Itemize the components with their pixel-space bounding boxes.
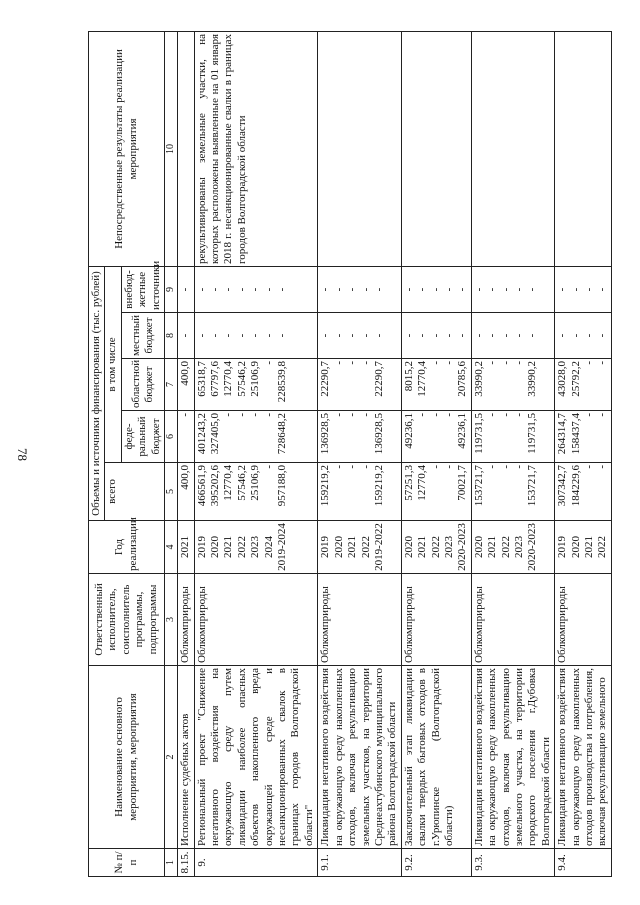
- table-row: [401, 31, 471, 876]
- regional-value: -: [512, 361, 525, 365]
- local-value: -: [526, 333, 539, 338]
- regional-value: 228539,8: [276, 361, 289, 403]
- row-number: 9.2.: [401, 849, 471, 877]
- total-value: 57251,3: [402, 465, 415, 501]
- federal-cell: [178, 411, 194, 463]
- header-name: Наименование основного мероприятия, мероприятия: [89, 666, 165, 849]
- regional-value: -: [442, 361, 455, 365]
- regional-value: 33990,2: [472, 361, 485, 397]
- extra-value: -: [332, 287, 345, 292]
- local-value: -: [429, 333, 442, 338]
- local-value: -: [442, 333, 455, 338]
- local-value: -: [359, 333, 372, 338]
- years-value: 2020: [472, 536, 485, 558]
- federal-value: 119731,5: [526, 413, 539, 454]
- extra-value: -: [442, 287, 455, 292]
- years-cell: [178, 521, 194, 574]
- regional-cell: [318, 359, 401, 411]
- regional-value: 22290,7: [372, 361, 385, 397]
- table-row: [471, 31, 554, 876]
- regional-cell: [194, 359, 318, 411]
- local-cell: [401, 313, 471, 359]
- regional-value: -: [583, 361, 595, 365]
- total-value: 12770,4: [222, 465, 235, 501]
- years-value: 2024: [262, 536, 275, 558]
- years-value: 2022: [429, 536, 442, 558]
- extra-value: -: [249, 287, 262, 292]
- federal-value: -: [416, 413, 429, 417]
- total-value: 957188,0: [276, 465, 289, 507]
- row-number: 9.1.: [318, 849, 401, 877]
- local-value: -: [179, 333, 192, 338]
- federal-value: -: [583, 413, 595, 417]
- total-value: 153721,7: [526, 465, 539, 507]
- extra-value: -: [512, 287, 525, 292]
- row-number: 9.4.: [555, 849, 612, 877]
- federal-value: 119731,5: [472, 413, 485, 454]
- rotated-table-page: [88, 32, 640, 877]
- result-text: [471, 31, 554, 266]
- row-number: 9.3.: [471, 849, 554, 877]
- total-value: -: [346, 465, 359, 469]
- extra-cell: [194, 266, 318, 312]
- regional-value: 22290,7: [319, 361, 332, 397]
- responsible-executor: Облкомприроды: [555, 574, 612, 666]
- total-value: 400,0: [179, 465, 192, 490]
- regional-value: -: [332, 361, 345, 365]
- extra-value: -: [359, 287, 372, 292]
- extra-value: -: [195, 287, 208, 292]
- federal-value: 728648,2: [276, 413, 289, 455]
- local-value: -: [556, 333, 569, 338]
- responsible-executor: Облкомприроды: [401, 574, 471, 666]
- federal-value: -: [442, 413, 455, 417]
- years-value: 2021: [486, 536, 499, 558]
- years-value: 2019: [319, 536, 332, 558]
- years-cell: [471, 521, 554, 574]
- years-value: 2022: [359, 536, 372, 558]
- extra-value: -: [583, 287, 595, 292]
- extra-value: -: [346, 287, 359, 292]
- regional-value: 400,0: [179, 361, 192, 386]
- regional-value: 65318,7: [195, 361, 208, 397]
- col-number: 8: [165, 313, 178, 359]
- extra-value: -: [209, 287, 222, 292]
- total-value: 153721,7: [472, 465, 485, 507]
- local-cell: [555, 313, 612, 359]
- local-value: -: [472, 333, 485, 338]
- header-num: № п/п: [89, 849, 165, 877]
- years-value: 2022: [596, 536, 609, 558]
- regional-value: 12770,4: [416, 361, 429, 397]
- federal-value: -: [429, 413, 442, 417]
- col-number: 2: [165, 666, 178, 849]
- regional-cell: [178, 359, 194, 411]
- total-value: 159219,2: [372, 465, 385, 507]
- local-value: -: [416, 333, 429, 338]
- regional-value: -: [499, 361, 512, 365]
- years-value: 2020: [569, 536, 582, 558]
- local-value: -: [499, 333, 512, 338]
- header-results: Непосредственные результаты реализации мероприятия: [89, 31, 165, 266]
- local-value: -: [249, 333, 262, 338]
- total-value: 184229,6: [569, 465, 582, 507]
- federal-value: 158437,4: [569, 413, 582, 455]
- header-including: в том числе: [105, 266, 121, 462]
- total-cell: [555, 463, 612, 521]
- federal-value: 401243,2: [195, 413, 208, 455]
- extra-value: -: [596, 287, 609, 292]
- col-number: 4: [165, 521, 178, 574]
- total-cell: [471, 463, 554, 521]
- regional-value: 25106,9: [249, 361, 262, 397]
- total-value: -: [332, 465, 345, 469]
- federal-value: 136928,5: [372, 413, 385, 455]
- responsible-executor: Облкомприроды: [178, 574, 194, 666]
- extra-value: -: [569, 287, 582, 292]
- total-value: 395202,6: [209, 465, 222, 507]
- years-value: 2021: [222, 536, 235, 558]
- local-cell: [178, 313, 194, 359]
- years-value: 2021: [583, 536, 595, 558]
- measure-name: Исполнение судебных актов: [178, 666, 194, 849]
- responsible-executor: Облкомприроды: [471, 574, 554, 666]
- extra-value: -: [372, 287, 385, 292]
- row-number: 8.15.: [178, 849, 194, 877]
- total-value: -: [499, 465, 512, 469]
- local-value: -: [512, 333, 525, 338]
- regional-value: 67797,6: [209, 361, 222, 397]
- local-cell: [194, 313, 318, 359]
- extra-value: -: [526, 287, 539, 292]
- table-row: [318, 31, 401, 876]
- years-value: 2023: [442, 536, 455, 558]
- years-cell: [555, 521, 612, 574]
- col-number: 10: [165, 31, 178, 266]
- result-text: [318, 31, 401, 266]
- years-value: 2020: [402, 536, 415, 558]
- local-value: -: [372, 333, 385, 338]
- federal-value: -: [249, 413, 262, 417]
- total-value: 70021,7: [456, 465, 469, 501]
- result-text: рекультивированы земельные участки, на которых расположены выявленные на 01 января 2018 г. несанкционированные свалки в границах городов Волгоградской области: [194, 31, 318, 266]
- years-value: 2020: [332, 536, 345, 558]
- local-value: -: [583, 333, 595, 338]
- federal-cell: [471, 411, 554, 463]
- years-value: 2019: [556, 536, 569, 558]
- federal-value: 327405,0: [209, 413, 222, 455]
- regional-value: -: [429, 361, 442, 365]
- federal-value: -: [222, 413, 235, 417]
- years-value: 2021: [346, 536, 359, 558]
- extra-cell: [471, 266, 554, 312]
- measure-name: Ликвидация негативного воздействия на окружающую среду накопленных отходов, включая рекультивацию земельного участка, на территории городского поселения г.Дубовка Волгоградской области: [471, 666, 554, 849]
- extra-value: -: [319, 287, 332, 292]
- years-value: 2020-2023: [526, 523, 539, 571]
- col-number: 6: [165, 411, 178, 463]
- header-funding: Объемы и источники финансирования (тыс. рублей): [89, 266, 105, 520]
- local-value: -: [456, 333, 469, 338]
- total-cell: [318, 463, 401, 521]
- regional-value: 33990,2: [526, 361, 539, 397]
- extra-value: -: [222, 287, 235, 292]
- table-row: [194, 31, 318, 876]
- years-value: 2022: [499, 536, 512, 558]
- local-value: -: [276, 333, 289, 338]
- measure-name: Заключительный этап ликвидации свалки твердых бытовых отходов в г.Урюпинске (Волгоградской области): [401, 666, 471, 849]
- result-text: [178, 31, 194, 266]
- local-cell: [471, 313, 554, 359]
- federal-value: -: [262, 413, 275, 417]
- years-value: 2023: [249, 536, 262, 558]
- federal-value: -: [235, 413, 248, 417]
- federal-value: -: [512, 413, 525, 417]
- years-value: 2019-2024: [276, 523, 289, 571]
- local-value: -: [262, 333, 275, 338]
- federal-value: 49236,1: [456, 413, 469, 449]
- local-value: -: [346, 333, 359, 338]
- total-value: 159219,2: [319, 465, 332, 507]
- federal-value: -: [332, 413, 345, 417]
- regional-cell: [401, 359, 471, 411]
- years-value: 2022: [235, 536, 248, 558]
- extra-value: -: [429, 287, 442, 292]
- header-federal: феде-ральный бюджет: [121, 411, 164, 463]
- years-value: 2019: [195, 536, 208, 558]
- total-value: 57546,2: [235, 465, 248, 501]
- header-responsible: Ответственный исполнитель, соисполнитель программы, подпрограммы: [89, 574, 165, 666]
- local-value: -: [222, 333, 235, 338]
- regional-value: -: [346, 361, 359, 365]
- total-value: 466561,9: [195, 465, 208, 507]
- total-value: 12770,4: [416, 465, 429, 501]
- federal-cell: [318, 411, 401, 463]
- federal-value: -: [499, 413, 512, 417]
- federal-value: 136928,5: [319, 413, 332, 455]
- regional-value: -: [486, 361, 499, 365]
- extra-value: -: [179, 287, 192, 292]
- years-value: 2020-2023: [456, 523, 469, 571]
- extra-cell: [178, 266, 194, 312]
- local-value: -: [195, 333, 208, 338]
- federal-value: -: [486, 413, 499, 417]
- measures-table: [88, 31, 612, 877]
- federal-value: -: [346, 413, 359, 417]
- years-value: 2023: [512, 536, 525, 558]
- regional-value: 12770,4: [222, 361, 235, 397]
- federal-cell: [555, 411, 612, 463]
- federal-value: -: [596, 413, 609, 417]
- total-value: 307342,7: [556, 465, 569, 507]
- federal-value: 49236,1: [402, 413, 415, 449]
- col-number: 9: [165, 266, 178, 312]
- regional-value: -: [359, 361, 372, 365]
- extra-value: -: [235, 287, 248, 292]
- total-value: -: [486, 465, 499, 469]
- local-value: -: [319, 333, 332, 338]
- regional-cell: [555, 359, 612, 411]
- local-cell: [318, 313, 401, 359]
- regional-value: -: [262, 361, 275, 365]
- federal-value: -: [359, 413, 372, 417]
- column-number-row: [165, 31, 178, 876]
- page-number: 78: [15, 448, 30, 461]
- header-year: Год реализации: [89, 521, 165, 574]
- local-value: -: [235, 333, 248, 338]
- federal-cell: [401, 411, 471, 463]
- regional-value: 25792,2: [569, 361, 582, 397]
- regional-value: 57546,2: [235, 361, 248, 397]
- extra-value: -: [416, 287, 429, 292]
- extra-cell: [555, 266, 612, 312]
- total-value: -: [262, 465, 275, 469]
- total-value: -: [359, 465, 372, 469]
- years-value: 2020: [209, 536, 222, 558]
- local-value: -: [569, 333, 582, 338]
- federal-value: -: [179, 413, 192, 417]
- table-row: [555, 31, 612, 876]
- result-text: [555, 31, 612, 266]
- years-value: 2019-2022: [372, 523, 385, 571]
- federal-value: 264314,7: [556, 413, 569, 455]
- federal-cell: [194, 411, 318, 463]
- total-value: -: [429, 465, 442, 469]
- col-number: 5: [165, 463, 178, 521]
- extra-value: -: [456, 287, 469, 292]
- table-body: [178, 31, 612, 876]
- extra-value: -: [499, 287, 512, 292]
- responsible-executor: Облкомприроды: [318, 574, 401, 666]
- years-value: 2021: [416, 536, 429, 558]
- regional-value: 20785,6: [456, 361, 469, 397]
- result-text: [401, 31, 471, 266]
- col-number: 7: [165, 359, 178, 411]
- total-value: -: [596, 465, 609, 469]
- extra-value: -: [556, 287, 569, 292]
- header-extra: внебюд-жетные источники: [121, 266, 164, 312]
- total-value: -: [442, 465, 455, 469]
- extra-value: -: [472, 287, 485, 292]
- regional-cell: [471, 359, 554, 411]
- local-value: -: [209, 333, 222, 338]
- years-cell: [194, 521, 318, 574]
- header-local: местный бюджет: [121, 313, 164, 359]
- measure-name: Ликвидация негативного воздействия на окружающую среду накопленных отходов, включая рекультивацию земельных участков, на территории Среднеахтубинского муниципального района Волгоградской области: [318, 666, 401, 849]
- measure-name: Региональный проект "Снижение негативного воздействия на окружающую среду путем ликвидации наиболее опасных объектов накопленного вреда окружающей среде и несанкционированных свалок в границах городов Волгоградской области": [194, 666, 318, 849]
- total-value: -: [583, 465, 595, 469]
- regional-value: -: [596, 361, 609, 365]
- measure-name: Ликвидация негативного воздействия на окружающую среду накопленных отходов производства и потребления, включая рекультивацию земельного: [555, 666, 612, 849]
- local-value: -: [332, 333, 345, 338]
- table-row: [178, 31, 194, 876]
- extra-value: -: [486, 287, 499, 292]
- years-value: 2021: [179, 536, 192, 558]
- extra-value: -: [276, 287, 289, 292]
- extra-value: -: [262, 287, 275, 292]
- local-value: -: [596, 333, 609, 338]
- responsible-executor: Облкомприроды: [194, 574, 318, 666]
- header-total: всего: [105, 463, 165, 521]
- local-value: -: [402, 333, 415, 338]
- local-value: -: [486, 333, 499, 338]
- extra-cell: [401, 266, 471, 312]
- total-value: 25106,9: [249, 465, 262, 501]
- header-regional: областной бюджет: [121, 359, 164, 411]
- extra-cell: [318, 266, 401, 312]
- row-number: 9.: [194, 849, 318, 877]
- regional-value: 8015,2: [402, 361, 415, 392]
- total-cell: [178, 463, 194, 521]
- total-cell: [194, 463, 318, 521]
- total-value: -: [512, 465, 525, 469]
- years-cell: [401, 521, 471, 574]
- years-cell: [318, 521, 401, 574]
- col-number: 3: [165, 574, 178, 666]
- total-cell: [401, 463, 471, 521]
- extra-value: -: [402, 287, 415, 292]
- col-number: 1: [165, 849, 178, 877]
- regional-value: 43028,0: [556, 361, 569, 397]
